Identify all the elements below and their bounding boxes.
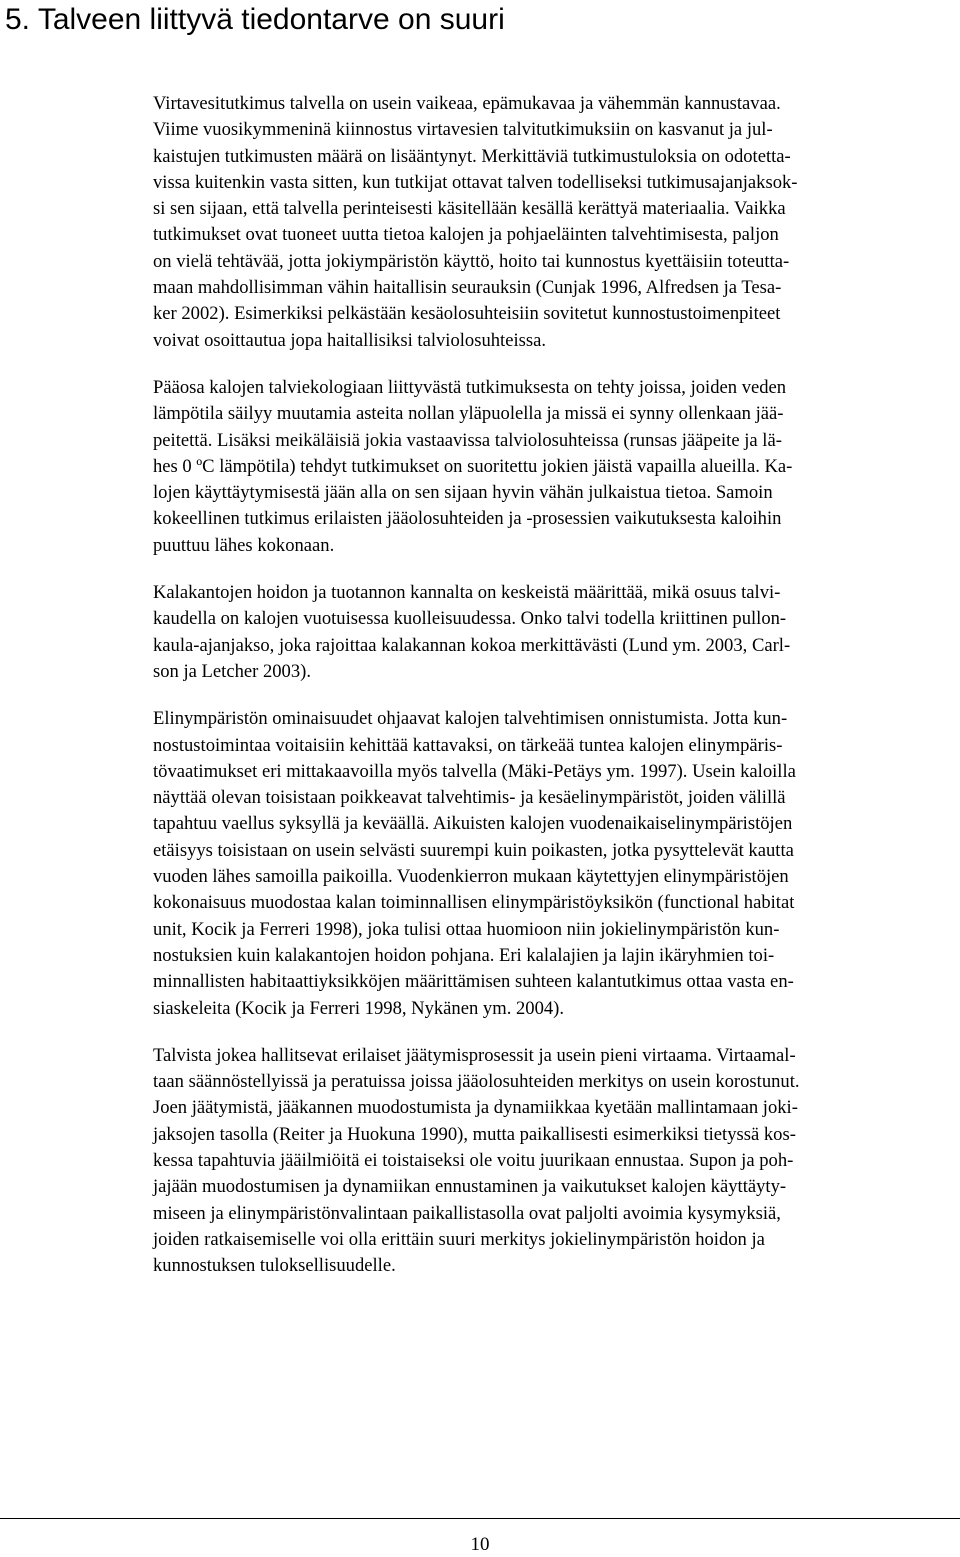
footer-divider — [0, 1518, 960, 1519]
paragraph-2: Pääosa kalojen talviekologiaan liittyvästä tutkimuksesta on tehty joissa, joiden veden lämpötila säilyy muutamia asteita nollan yläpuolella ja missä ei synny ollenkaan jää- peitettä. Lisäksi meikäläisiä jokia vastaavissa talviolosuhteissa (runsas jääpeite ja lä- hes 0 ºC lämpötila) tehdyt tutkimukset on suoritettu jokien jäistä vapailla alueilla. Ka- lojen käyttäytymisestä jään alla on sen sijaan hyvin vähän julkaistua tietoa. Samoin kokeellinen tutkimus erilaisten jääolosuhteiden ja -prosessien vaikutuksesta kaloihin puuttuu lähes kokonaan. — [153, 376, 793, 556]
paragraph-5: Talvista jokea hallitsevat erilaiset jäätymisprosessit ja usein pieni virtaama. Virtaamal- taan säännöstellyissä ja peratuissa joissa jääolosuhteiden merkitys on usein korostunut. Joen jäätymistä, jääkannen muodostumista ja dynamiikkaa kyetään mallintamaan joki- jaksojen tasolla (Reiter ja Huokuna 1990), mutta paikallisesti esimerkiksi tietyssä kos- kessa tapahtuvia jääilmiöitä ei toistaiseksi ole voitu juurikaan ennustaa. Supon ja poh- jajään muodostumisen ja dynamiikan ennustaminen ja vaikutukset kalojen käyttäyty- miseen ja elinympäristönvalintaan paikallistasolla ovat paljolti avoimia kysymyksiä, joiden ratkaisemiselle voi olla erittäin suuri merkitys jokielinympäristön hoidon ja kunnostuksen tuloksellisuudelle. — [153, 1044, 800, 1277]
paragraph-1: Virtavesitutkimus talvella on usein vaikeaa, epämukavaa ja vähemmän kannustavaa. Viime vuosikymmeninä kiinnostus virtavesien talvitutkimuksiin on kasvanut ja jul- kaistujen tutkimusten määrä on lisääntynyt. Merkittäviä tutkimustuloksia on odotetta- vissa kuitenkin vasta sitten, kun tutkijat ottavat talven todelliseksi tutkimusajanjaksok- si sen sijaan, että talvella perinteisesti käsitellään kesällä kerättyä materiaalia. Vaikka tutkimukset ovat tuoneet uutta tietoa kalojen ja pohjaeläinten talvehtimisesta, paljon on vielä tehtävää, jotta jokiympäristön käyttö, hoito tai kunnostus kyettäisiin toteutta- maan mahdollisimman vähin haitallisin seurauksin (Cunjak 1996, Alfredsen ja Tesa- ker 2002). Esimerkiksi pelkästään kesäolosuhteisiin sovitetut kunnostustoimenpiteet voivat osoittautua jopa haitallisiksi talviolosuhteissa. — [153, 93, 798, 351]
paragraph-3: Kalakantojen hoidon ja tuotannon kannalta on keskeistä määrittää, mikä osuus talvi- kaudella on kalojen vuotuisessa kuolleisuudessa. Onko talvi todella kriittinen pullon- kaula-ajanjakso, joka rajoittaa kalakannan kokoa merkittävästi (Lund ym. 2003, Carl- son ja Letcher 2003). — [153, 582, 791, 682]
page-number: 10 — [470, 1534, 490, 1555]
section-heading: 5. Talveen liittyvä tiedontarve on suuri — [5, 3, 505, 36]
paragraph-4: Elinympäristön ominaisuudet ohjaavat kalojen talvehtimisen onnistumista. Jotta kun- nostustoimintaa voitaisiin kehittää kattavaksi, on tärkeää tuntea kalojen elinympäris- tövaatimukset eri mittakaavoilla myös talvella (Mäki-Petäys ym. 1997). Usein kaloilla näyttää olevan toisistaan poikkeavat talvehtimis- ja kesäelinympäristöt, joiden välillä tapahtuu vaellus syksyllä ja keväällä. Aikuisten kalojen vuodenaikaiselinympäristöjen etäisyys toisistaan on usein selvästi suurempi kuin poikasten, jotka pysyttelevät kautta vuoden lähes samoilla paikoilla. Vuodenkierron mukaan käytettyjen elinympäristöjen kokonaisuus muodostaa kalan toiminnallisen elinympäristöyksikön (functional habitat unit, Kocik ja Ferreri 1998), joka tulisi ottaa huomioon niin jokielinympäristön kun- nostuksien kuin kalakantojen hoidon pohjana. Eri kalalajien ja lajin ikäryhmien toi- minnallisten habitaattiyksikköjen määrittämisen suhteen kalantutkimus ottaa vasta en- siaskeleita (Kocik ja Ferreri 1998, Nykänen ym. 2004). — [153, 708, 796, 1019]
body-text — [153, 91, 955, 1279]
